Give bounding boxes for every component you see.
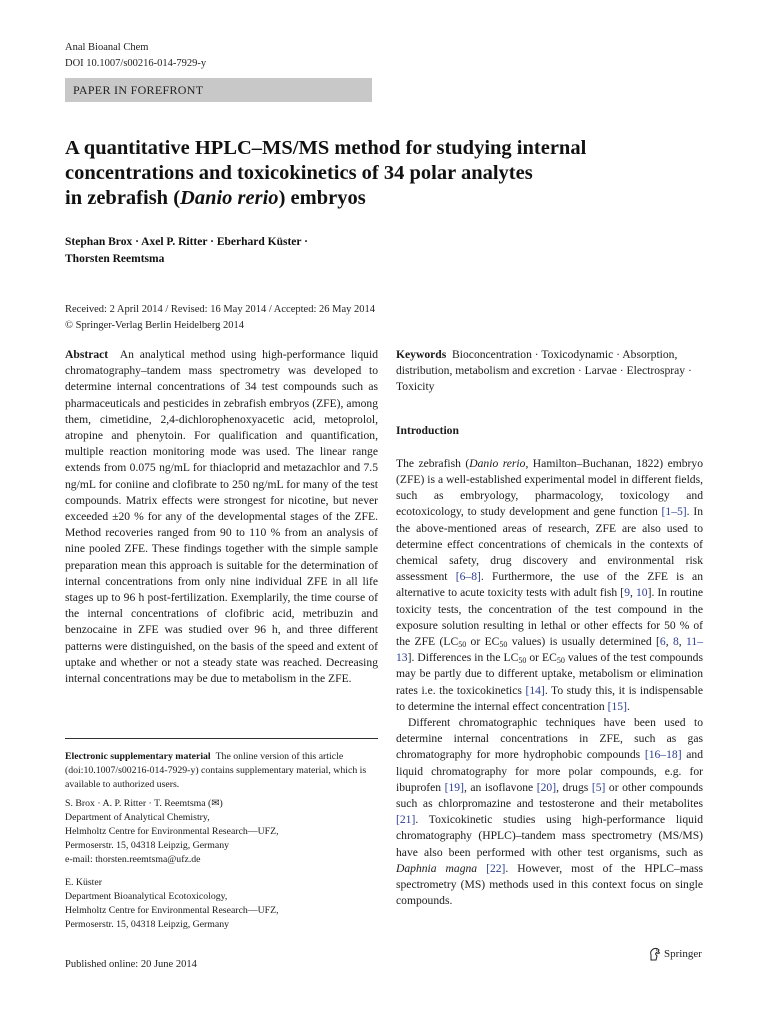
title-line-2: concentrations and toxicokinetics of 34 polar analytes: [65, 162, 533, 184]
citation-link[interactable]: [14]: [525, 683, 545, 697]
citation-link[interactable]: 10: [635, 586, 648, 600]
affiliation-2: [65, 876, 378, 932]
authors-line-2: Thorsten Reemtsma: [65, 253, 165, 265]
citation-link[interactable]: [22]: [486, 861, 506, 875]
abstract-text: An analytical method using high-performance liquid chromatography–tandem mass spectrometry was developed to determine internal concentrations of 34 test compounds such as pharmaceuticals and pesticides in zebrafish embryos (ZFE), among them, cimetidine, 2,4-dichlorophenoxyacetic acid, metoprolol, atropine and phenytoin. For qualification and quantification, multiple reaction monitoring mode was used. The linear range extends from 0.075 ng/mL for thiacloprid and metazachlor and 7.5 ng/mL for coniine and clofibrate to 250 ng/mL for many of the test compounds. Matrix effects were strongest for nicotine, but never exceeded ±20 % for any of the developmental stages of the ZFE. Method recoveries ranged from 90 to 110 % from an analysis of nine pooled ZFE. These findings together with the simple sample preparation mean this approach is suitable for the determination of internal concentrations from only nine individual ZFE in all life stages up to 96 h post-fertilization. Exemplarily, the time course of the internal concentrations of clofibric acid, metribuzin and benzocaine in ZFE was studied over 96 h, and three different patterns were distinguished, on the basis of the speed and extent of uptake and whether or not a steady state was reached. Decreasing internal concentrations may be due to metabolism in the ZFE.: [65, 348, 378, 686]
citation-link[interactable]: 9: [624, 586, 630, 600]
journal-name: Anal Bioanal Chem: [65, 42, 149, 53]
citation-link[interactable]: [1–5]: [661, 505, 687, 519]
journal-header: [65, 40, 206, 72]
intro-paragraph-2: Different chromatographic techniques have been used to determine internal concentrations in ZFE, such as gas chromatography for more hydrophobic compounds [16–18] and liquid chromatography for more polar compounds, e.g. for ibuprofen [19], an isoflavone [20], drugs [5] or other compounds such as chlorpromazine and testosterone and their metabolites [21]. Toxicokinetic studies using high-performance liquid chromatography (HPLC)–tandem mass spectrometry (MS/MS) have also been performed with other test organisms, such as Daphnia magna [22]. However, most of the HPLC–mass spectrometry (MS) methods used in this context focus on single compounds.: [396, 716, 704, 908]
published-online: Published online: 20 June 2014: [65, 959, 197, 970]
keywords: [396, 347, 703, 396]
affiliation-1: [65, 797, 378, 867]
title-line-3: in zebrafish (Danio rerio) embryos: [65, 187, 366, 209]
title-line-1: A quantitative HPLC–MS/MS method for studying internal: [65, 137, 587, 159]
springer-horse-icon: [648, 947, 661, 961]
footnote-divider: [65, 738, 378, 739]
intro-paragraph-1: The zebrafish (Danio rerio, Hamilton–Buchanan, 1822) embryo (ZFE) is a well-established experimental model in different fields, such as embryology, pharmacology, toxicology and ecotoxicology, to study development and gene function [1–5]. In the above-mentioned areas of research, ZFE are also used to determine effect concentrations of chemicals in the contexts of chemical safety, drug discovery and environmental risk assessment [6–8]. Furthermore, the use of the ZFE is an alternative to acute toxicity tests with adult fish [9, 10]. In routine toxicity tests, the concentration of the test compound in the exposure solution resulting in lethal or other effects for 50 % of the ZFE ($LC_{50}$ or $EC_{50}$ values) is usually determined [6, 8, 11–13]. Differences in the $LC_{50}$ or $EC_{50}$ values of the test compounds may be partly due to different uptake, metabolism or elimination rates i.e. the toxicokinetics [14]. To study this, it is indispensable to determine the internal effect concentration [15].: [396, 456, 704, 713]
affil1-line: Department of Analytical Chemistry,: [65, 812, 210, 823]
abstract-heading: Abstract: [65, 348, 109, 361]
citation-link[interactable]: [16–18]: [644, 748, 682, 762]
citation-link[interactable]: 11–13: [396, 635, 704, 665]
esm-text: The online version of this article (doi:10.1007/s00216-014-7929-y) contains supplementary material, which is available to authorized users.: [65, 751, 367, 790]
affil1-line: Permoserstr. 15, 04318 Leipzig, Germany: [65, 840, 230, 851]
article-dates: [65, 302, 375, 333]
affil2-line: Permoserstr. 15, 04318 Leipzig, Germany: [65, 919, 230, 930]
publisher-logo: [648, 947, 702, 961]
citation-link[interactable]: 8: [672, 635, 679, 649]
citation-link[interactable]: [20]: [536, 780, 557, 794]
keywords-text: Bioconcentration · Toxicodynamic · Absorption, distribution, metabolism and excretion · Larvae · Electrospray · Toxicity: [396, 348, 692, 394]
keywords-heading: Keywords: [396, 348, 447, 361]
affil1-line: Helmholtz Centre for Environmental Research—UFZ,: [65, 826, 279, 837]
esm-heading: Electronic supplementary material: [65, 751, 211, 762]
received-dates: Received: 2 April 2014 / Revised: 16 May 2014 / Accepted: 26 May 2014: [65, 304, 375, 315]
citation-link[interactable]: [21]: [396, 813, 416, 827]
esm-note: [65, 750, 378, 792]
citation-link[interactable]: 6: [659, 635, 666, 649]
citation-link[interactable]: [6–8]: [455, 570, 481, 584]
citation-link[interactable]: [5]: [591, 780, 606, 794]
doi: DOI 10.1007/s00216-014-7929-y: [65, 58, 207, 69]
copyright: © Springer-Verlag Berlin Heidelberg 2014: [65, 319, 245, 331]
article-type-banner: PAPER IN FOREFRONT: [65, 78, 372, 102]
affil2-line: Helmholtz Centre for Environmental Research—UFZ,: [65, 905, 279, 916]
introduction-heading: Introduction: [396, 423, 459, 437]
right-column: [396, 347, 703, 910]
abstract: [65, 347, 378, 687]
affil1-email[interactable]: e-mail: thorsten.reemtsma@ufz.de: [65, 854, 201, 865]
affil1-line: S. Brox · A. P. Ritter · T. Reemtsma (✉): [65, 798, 223, 809]
paper-title: [65, 136, 715, 211]
authors-line-1: Stephan Brox · Axel P. Ritter · Eberhard Küster ·: [65, 236, 309, 248]
affil2-line: Department Bioanalytical Ecotoxicology,: [65, 891, 228, 902]
citation-link[interactable]: [15]: [607, 699, 627, 713]
publisher-name: Springer: [664, 948, 702, 960]
affil2-line: E. Küster: [65, 877, 103, 888]
citation-link[interactable]: [19]: [444, 780, 464, 794]
author-list: [65, 234, 308, 268]
